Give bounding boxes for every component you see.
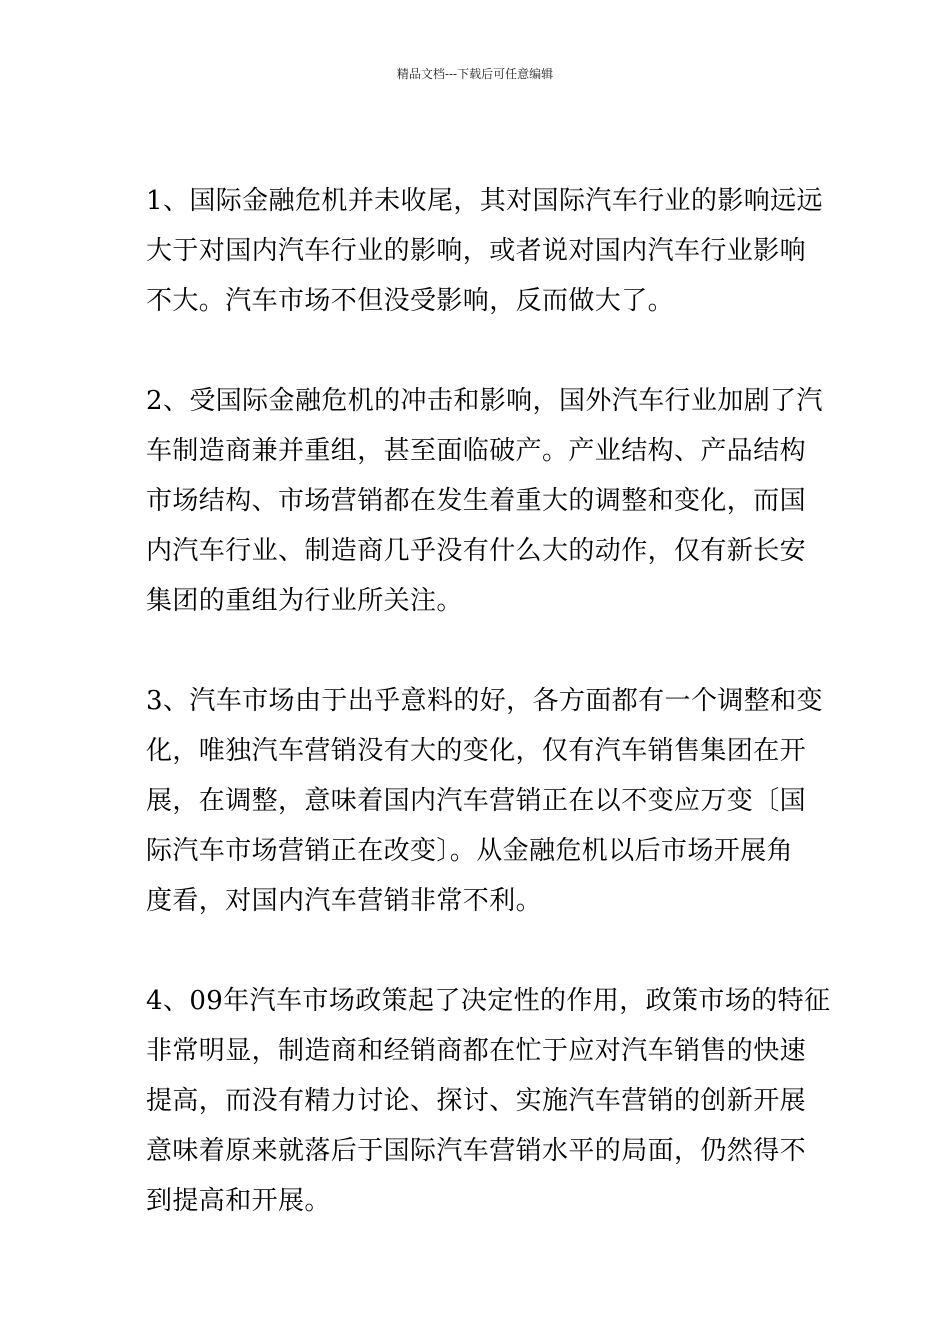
text-line: 到提高和开展。 (146, 1186, 331, 1216)
paragraph-3 (146, 676, 823, 926)
text-line: 提高，而没有精力讨论、探讨、实施汽车营销的创新开展 (146, 1086, 807, 1116)
text-line: 化，唯独汽车营销没有大的变化，仅有汽车销售集团在开 (146, 736, 807, 766)
text-line: 大于对国内汽车行业的影响，或者说对国内汽车行业影响 (146, 236, 807, 266)
text-line: 展，在调整，意味着国内汽车营销正在以不变应万变〔国 (146, 786, 807, 816)
paragraph-4 (146, 976, 831, 1226)
text-line: 市场结构、市场营销都在发生着重大的调整和变化，而国 (146, 486, 807, 516)
document-body (146, 176, 831, 1276)
text-line: 意味着原来就落后于国际汽车营销水平的局面，仍然得不 (146, 1136, 807, 1166)
text-line: 不大。汽车市场不但没受影响，反而做大了。 (146, 286, 675, 316)
page-header: 精品文档---下载后可任意编辑 (396, 67, 554, 81)
text-line: 际汽车市场营销正在改变〕。从金融危机以后市场开展角 (146, 836, 794, 866)
text-line: 3、汽车市场由于出乎意料的好，各方面都有一个调整和变 (146, 686, 823, 716)
text-line: 1、国际金融危机并未收尾，其对国际汽车行业的影响远远 (146, 186, 823, 216)
text-line: 度看，对国内汽车营销非常不利。 (146, 886, 543, 916)
text-line: 2、受国际金融危机的冲击和影响，国外汽车行业加剧了汽 (146, 386, 823, 416)
text-line: 4、09年汽车市场政策起了决定性的作用，政策市场的特征 (146, 986, 831, 1016)
text-line: 车制造商兼并重组，甚至面临破产。产业结构、产品结构 (146, 436, 807, 466)
paragraph-2 (146, 376, 823, 626)
paragraph-1 (146, 176, 823, 326)
text-line: 集团的重组为行业所关注。 (146, 586, 463, 616)
text-line: 内汽车行业、制造商几乎没有什么大的动作，仅有新长安 (146, 536, 807, 566)
text-line: 非常明显，制造商和经销商都在忙于应对汽车销售的快速 (146, 1036, 807, 1066)
